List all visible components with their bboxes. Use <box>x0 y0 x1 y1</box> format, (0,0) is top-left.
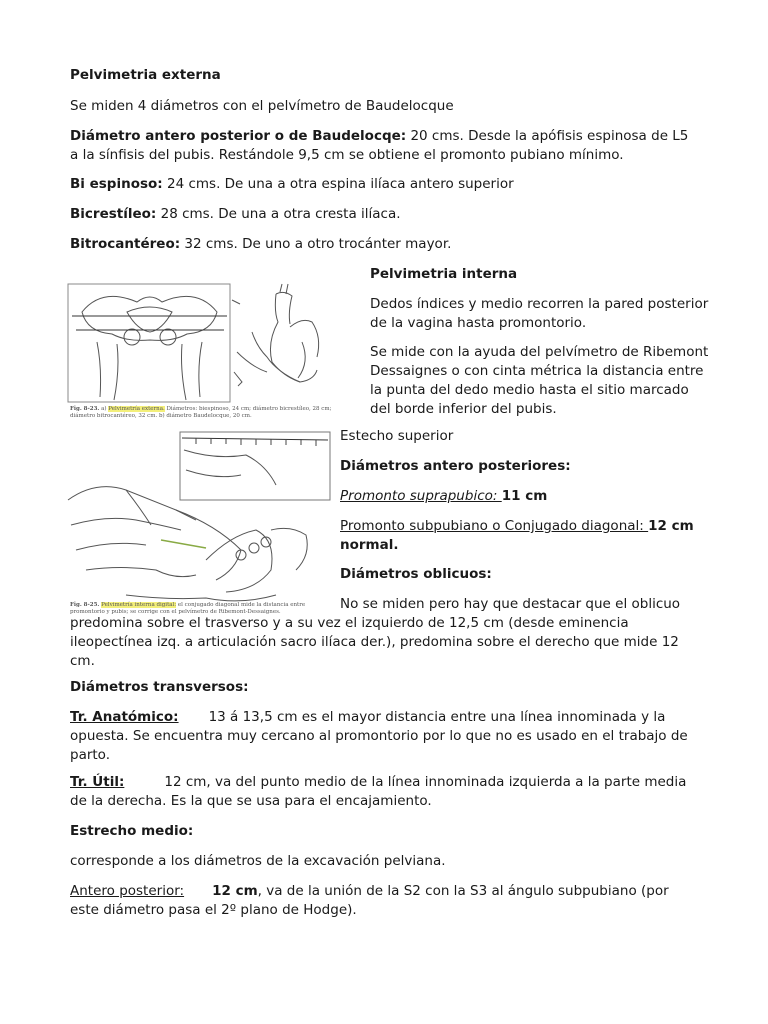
oblicuos-text: No se miden pero hay que destacar que el oblicuo predomina sobre el trasverso y a su vez el izquierdo de 12,5 cm (desde eminencia ileopectínea izq. a articulación sacro ilíaca der.), predomina sobre el derecho que mide 12 cm. <box>70 596 681 669</box>
promonto-subpubiano <box>340 517 710 555</box>
internal-p1: Dedos índices y medio recorren la pared posterior de la vagina hasta promontorio. <box>370 296 709 331</box>
caption-a: a) <box>101 406 107 412</box>
tr-anatomico <box>70 708 700 765</box>
text: , va de la unión de la S2 con la S3 al ángulo subpubiano (por este diámetro pasa el 2º plano de Hodge). <box>70 883 669 918</box>
title-pelvimetria-externa: Pelvimetria externa <box>70 67 221 83</box>
external-intro: Se miden 4 diámetros con el pelvímetro de Baudelocque <box>70 98 454 114</box>
label: Antero posterior: <box>70 883 185 899</box>
value: 12 cm <box>212 883 258 899</box>
internal-pelvimetry-illustration <box>66 430 334 620</box>
label: Bicrestíleo: <box>70 206 157 222</box>
bitrocantereo <box>70 235 700 254</box>
label: Promonto suprapubico: <box>340 488 502 504</box>
label: Tr. Anatómico: <box>70 709 179 725</box>
text: 13 á 13,5 cm es el mayor distancia entre una línea innominada y la opuesta. Se encuentra muy cercano al promontorio por lo que no es usado en el trabajo de parto. <box>70 709 688 763</box>
caption-highlight: Pelvimetría interna digital: <box>101 602 177 608</box>
label: Bi espinoso: <box>70 176 163 192</box>
oblicuos-heading: Diámetros oblicuos: <box>340 566 492 582</box>
label: Promonto subpubiano o Conjugado diagonal: <box>340 518 649 534</box>
label: Diámetro antero posterior o de Baudelocqe: <box>70 128 407 144</box>
bi-espinoso <box>70 175 700 194</box>
caption-highlight: Pelvimetría externa. <box>108 406 165 412</box>
caption-rest: el conjugado diagonal mide la distancia entre promontorio y pubis; se corrige con el pelvímetro de Ribemont-Dessaignes. <box>70 602 306 615</box>
label: Tr. Útil: <box>70 774 125 790</box>
caption-number: Fig. 8-25. <box>70 602 100 608</box>
text: 28 cms. De una a otra cresta ilíaca. <box>156 206 401 222</box>
transversos-heading: Diámetros transversos: <box>70 679 249 695</box>
diametro-baudelocque <box>70 127 700 165</box>
estrecho-medio-ap <box>70 882 700 920</box>
estrecho-medio-heading: Estrecho medio: <box>70 823 194 839</box>
internal-p2: Se mide con la ayuda del pelvímetro de Ribemont Dessaignes o con cinta métrica la distancia entre la punta del dedo medio hasta el sitio marcado del borde inferior del pubis. <box>370 344 709 417</box>
estrecho-superior: Estecho superior <box>340 428 454 444</box>
caption-number: Fig. 8-23. <box>70 406 100 412</box>
value: 12 cm normal. <box>340 518 694 553</box>
bicrestileo <box>70 205 700 224</box>
caption-rest: Diámetros: biespinoso, 24 cm; diámetro bicrestíleo, 28 cm; diámetro bitrocantéreo, 32 cm. b) diámetro Baudelocque, 20 cm. <box>70 406 332 419</box>
text: 12 cm, va del punto medio de la línea innominada izquierda a la parte media de la derecha. Es la que se usa para el encajamiento. <box>70 774 687 809</box>
text: 24 cms. De una a otra espina ilíaca antero superior <box>162 176 514 192</box>
promonto-suprapubico <box>340 487 710 506</box>
tr-util <box>70 773 700 811</box>
text: 20 cms. Desde la apófisis espinosa de L5 a la sínfisis del pubis. Restándole 9,5 cm se obtiene el promonto pubiano mínimo. <box>70 128 689 163</box>
label: Bitrocantéreo: <box>70 236 181 252</box>
figure-external-pelvimetry <box>62 282 352 427</box>
figure-caption-1 <box>70 406 350 419</box>
ap-heading: Diámetros antero posteriores: <box>340 458 571 474</box>
value: 11 cm <box>501 488 548 504</box>
estrecho-medio-text: corresponde a los diámetros de la excavación pelviana. <box>70 853 446 869</box>
figure-internal-pelvimetry <box>66 430 334 620</box>
title-pelvimetria-interna: Pelvimetria interna <box>370 266 518 282</box>
text: 32 cms. De uno a otro trocánter mayor. <box>180 236 452 252</box>
